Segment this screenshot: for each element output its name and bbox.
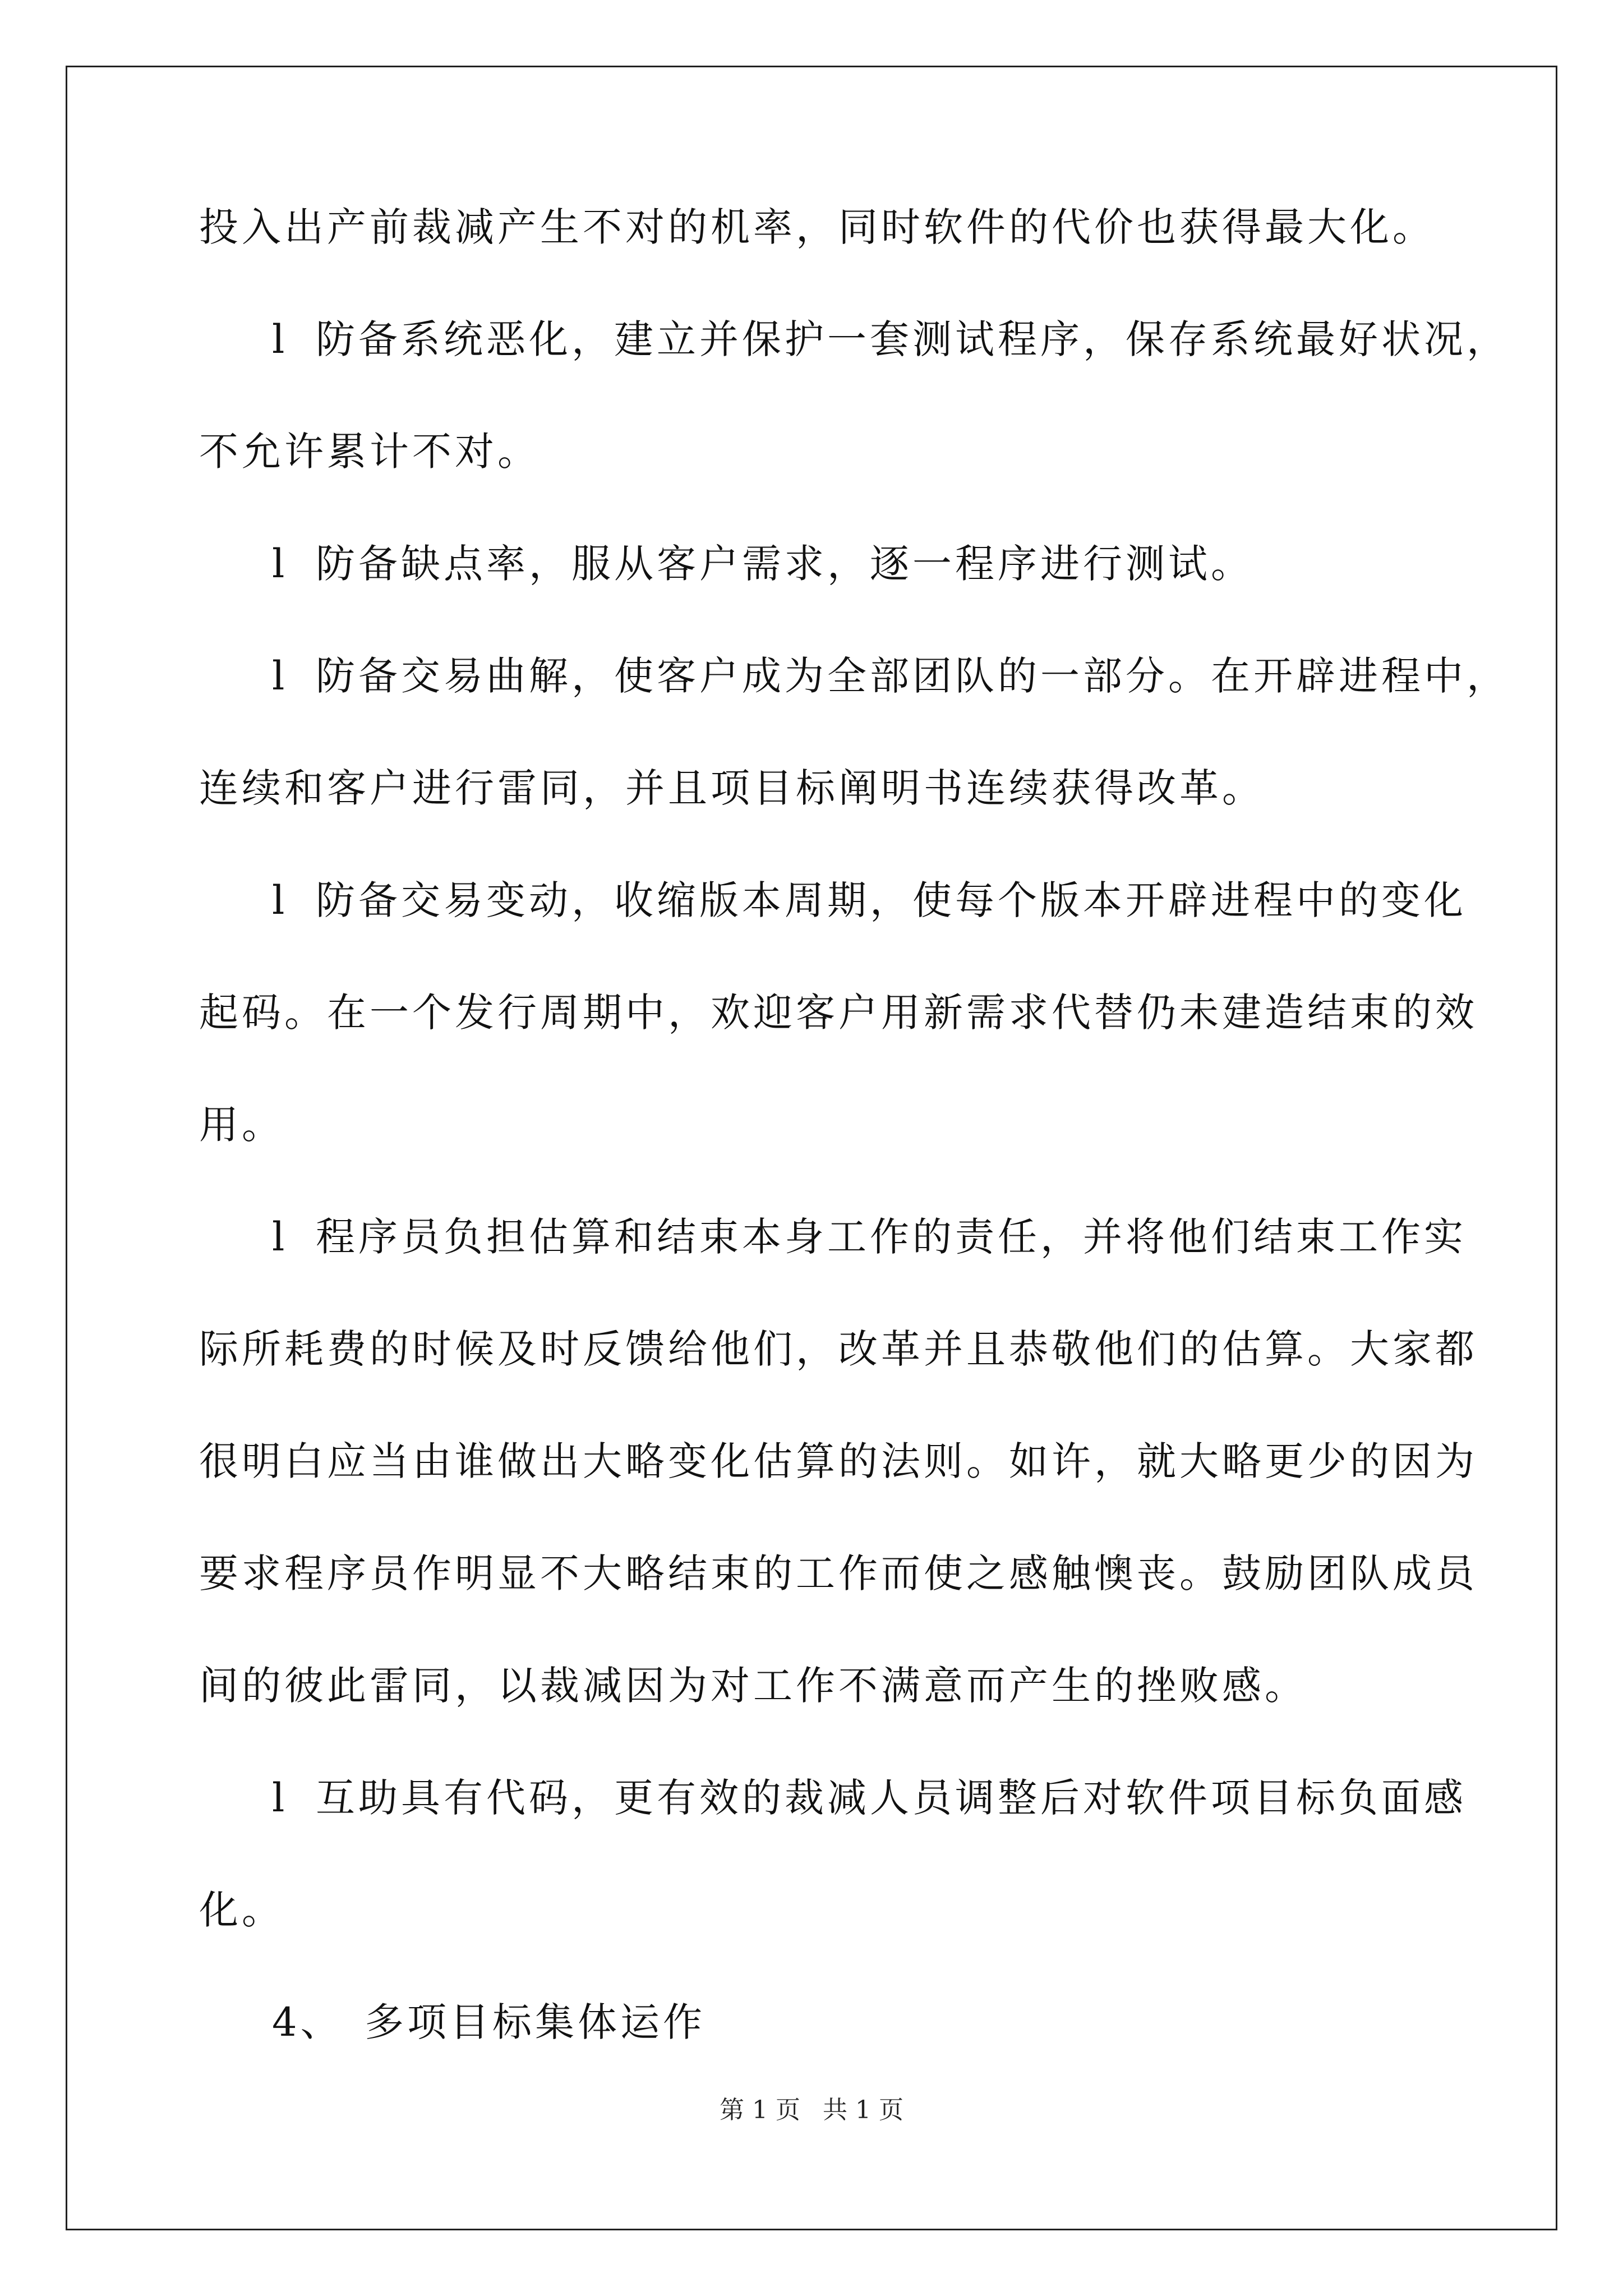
line-text: 防备交易曲解，使客户成为全部团队的一部分。在开辟进程中， xyxy=(316,653,1509,699)
line-text: 用。 xyxy=(199,1102,284,1148)
paragraph-line xyxy=(199,426,540,477)
line-text: 防备系统恶化，建立并保护一套测试程序，保存系统最好状况， xyxy=(316,316,1509,362)
bullet-line xyxy=(272,314,1509,365)
line-text: 不允许累计不对。 xyxy=(199,429,540,475)
page-footer xyxy=(0,2093,1623,2127)
heading-number: 4、 xyxy=(272,1999,343,2045)
bullet-marker: l xyxy=(272,1775,288,1821)
line-text: 很明白应当由谁做出大略变化估算的法则。如许，就大略更少的因为 xyxy=(199,1438,1478,1484)
line-text: 防备交易变动，收缩版本周期，使每个版本开辟进程中的变化 xyxy=(316,877,1467,923)
line-text: 互助具有代码，更有效的裁减人员调整后对软件项目标负面感 xyxy=(316,1775,1467,1821)
line-text: 防备缺点率，服从客户需求，逐一程序进行测试。 xyxy=(316,541,1253,587)
line-text: 化。 xyxy=(199,1887,284,1933)
paragraph-line xyxy=(199,763,1265,813)
bullet-line xyxy=(272,539,1253,589)
bullet-line xyxy=(272,875,1467,926)
line-text: 间的彼此雷同，以裁减因为对工作不满意而产生的挫败感。 xyxy=(199,1663,1307,1709)
bullet-line xyxy=(272,1773,1467,1823)
paragraph-line xyxy=(199,1324,1478,1374)
line-text: 程序员负担估算和结束本身工作的责任，并将他们结束工作实 xyxy=(316,1214,1467,1260)
paragraph-line xyxy=(199,1099,284,1150)
page-total: 共 1 页 xyxy=(823,2096,903,2124)
heading-text: 多项目标集体运作 xyxy=(365,1999,706,2045)
line-text: 连续和客户进行雷同，并且项目标阐明书连续获得改革。 xyxy=(199,765,1265,811)
section-heading xyxy=(272,1997,706,2047)
bullet-marker: l xyxy=(272,653,288,699)
paragraph-line xyxy=(199,1885,284,1935)
bullet-marker: l xyxy=(272,541,288,587)
line-text: 际所耗费的时候及时反馈给他们，改革并且恭敬他们的估算。大家都 xyxy=(199,1326,1478,1372)
line-text: 起码。在一个发行周期中，欢迎客户用新需求代替仍未建造结束的效 xyxy=(199,990,1478,1036)
line-text: 投入出产前裁减产生不对的机率，同时软件的代价也获得最大化。 xyxy=(199,204,1435,250)
bullet-line xyxy=(272,1212,1467,1262)
page-number: 第 1 页 xyxy=(720,2096,800,2124)
page-border xyxy=(66,66,1557,2230)
paragraph-line xyxy=(199,1436,1478,1487)
bullet-line xyxy=(272,651,1509,701)
bullet-marker: l xyxy=(272,1214,288,1260)
bullet-marker: l xyxy=(272,316,288,362)
paragraph-line xyxy=(199,987,1478,1038)
paragraph-line xyxy=(199,1660,1307,1711)
paragraph-line xyxy=(199,1548,1478,1599)
bullet-marker: l xyxy=(272,877,288,923)
line-text: 要求程序员作明显不大略结束的工作而使之感触懊丧。鼓励团队成员 xyxy=(199,1550,1478,1596)
paragraph-line xyxy=(199,202,1435,252)
